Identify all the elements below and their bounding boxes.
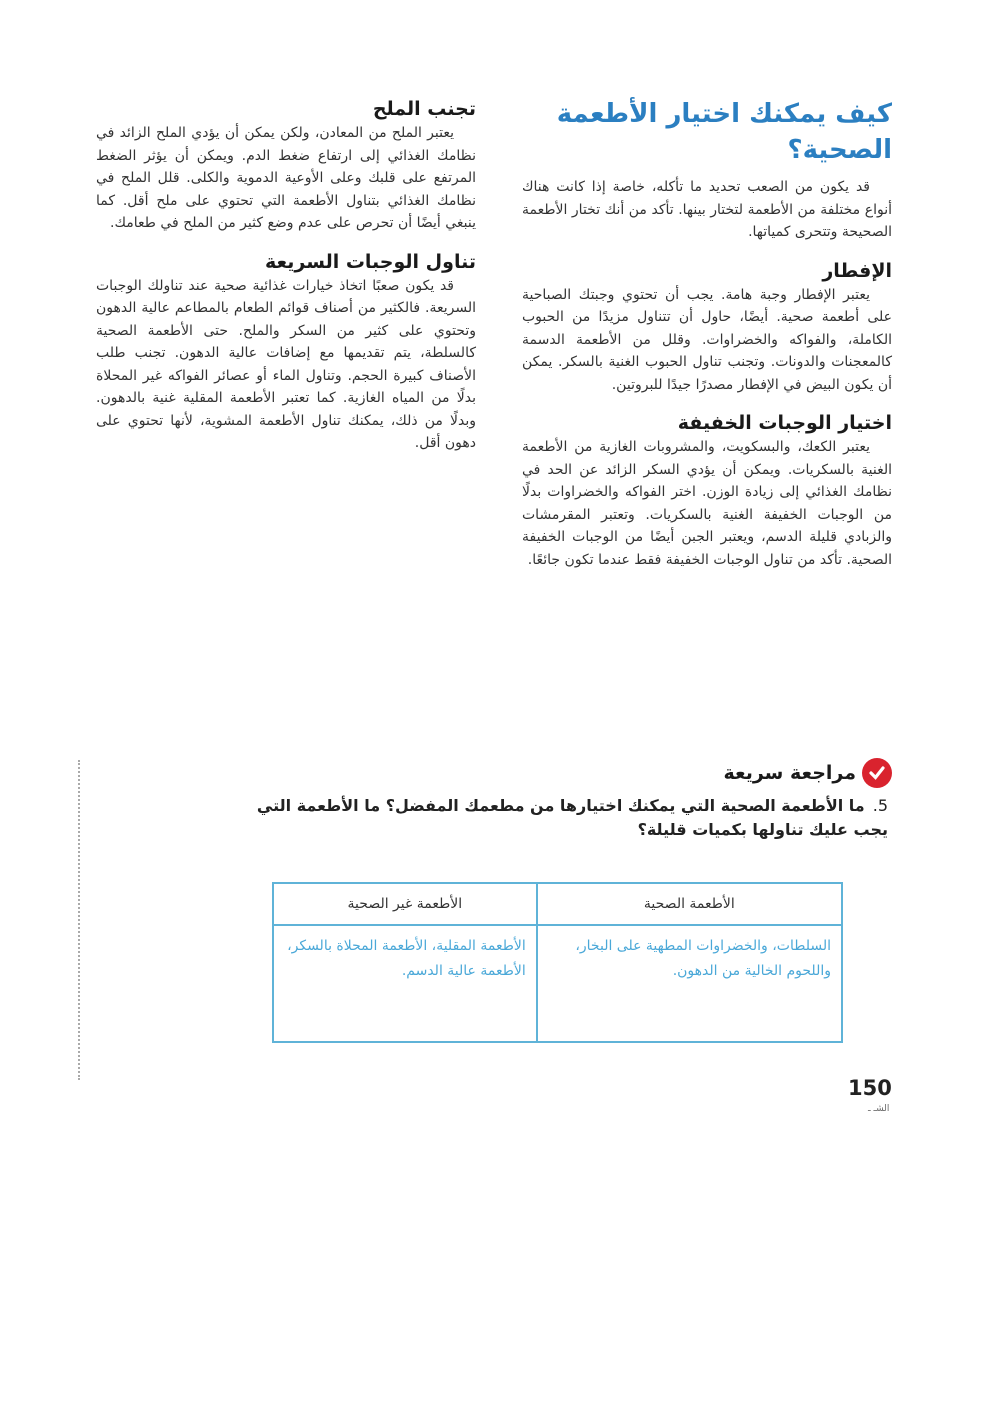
page-number: 150 [848, 1076, 892, 1100]
quick-review-header [250, 758, 892, 788]
breakfast-heading: الإفطار [822, 259, 892, 282]
fastfood-paragraph: قد يكون صعبًا اتخاذ خيارات غذائية صحية عند تناولك الوجبات السريعة. فالكثير من أصناف قوائم الطعام بالمطاعم عالية الدهون وتحتوي على كثير من السكر والملح. حتى الأطعمة الصحية كالسلطة، يتم تقديمها مع إضافات عالية الدهون. تجنب طلب الأصناف كبيرة الحجم. وتناول الماء أو عصائر الفواكه غير المحلاة بدلًا من المياه الغازية. كما تعتبر الأطعمة المقلية غنية بالدهون. وبدلًا من ذلك، يمكنك تناول الأطعمة المشوية، لأنها تحتوي على دهون أقل. [96, 277, 476, 451]
page-footer-label: الشـ ـ [868, 1104, 890, 1114]
review-question [250, 794, 892, 842]
answer-healthy: السلطات، والخضراوات المطهية على البخار، واللحوم الخالية من الدهون. [537, 925, 842, 1042]
salt-paragraph: يعتبر الملح من المعادن، ولكن يمكن أن يؤدي الملح الزائد في نظامك الغذائي إلى ارتفاع ضغط الدم. ويمكن أن يؤثر الضغط المرتفع على قلبك وعلى الأوعية الدموية والكلى. قلل الملح في نظامك الغذائي بتناول الأطعمة التي تحتوي على ملح أقل. كما ينبغي أيضًا أن تحرص على عدم وضع كثير من الملح في طعامك. [96, 125, 476, 231]
header-healthy: الأطعمة الصحية [537, 883, 842, 925]
question-number: 5. [872, 796, 888, 815]
answer-table [272, 882, 843, 1043]
breakfast-paragraph: يعتبر الإفطار وجبة هامة. يجب أن تحتوي وجبتك الصباحية على أطعمة صحية. أيضًا، حاول أن تتناول مزيدًا من الحبوب الكاملة، والفواكه والخضراوات. وقلل من الأطعمة الدسمة كالمعجنات والدونات. وتجنب تناول الحبوب الغنية بالسكر. يمكن أن يكون البيض في الإفطار مصدرًا جيدًا للبروتين. [522, 286, 892, 393]
header-unhealthy: الأطعمة غير الصحية [273, 883, 537, 925]
quick-review-title: مراجعة سريعة [723, 762, 856, 784]
snacks-heading: اختيار الوجبات الخفيفة [677, 412, 892, 434]
fastfood-heading: تناول الوجبات السريعة [265, 250, 476, 273]
margin-marks [78, 760, 80, 1080]
quick-review [250, 758, 892, 842]
question-text: ما الأطعمة الصحية التي يمكنك اختيارها من مطعمك المفضل؟ ما الأطعمة التي يجب عليك تناولها بكميات قليلة؟ [256, 796, 888, 839]
snacks-paragraph: يعتبر الكعك، والبسكويت، والمشروبات الغازية من الأطعمة الغنية بالسكريات. ويمكن أن يؤدي السكر الزائد عن الحد في نظامك الغذائي إلى زيادة الوزن. اختر الفواكه والخضراوات بدلًا من الوجبات الخفيفة الغنية بالسكريات. وتعتبر المقرمشات والزبادي قليلة الدسم، ويعتبر الجبن أيضًا من الوجبات الخفيفة الصحية. تأكد من تناول الوجبات الخفيفة فقط عندما تكون جائعًا. [522, 439, 892, 568]
check-circle-icon [862, 758, 892, 788]
left-column [96, 96, 476, 455]
intro-paragraph: قد يكون من الصعب تحديد ما تأكله، خاصة إذا كانت هناك أنواع مختلفة من الأطعمة لتختار بينها. تأكد من أنك تختار الأطعمة الصحيحة وتتحرى كمياتها. [522, 179, 892, 240]
right-column [522, 96, 892, 571]
section-title: كيف يمكنك اختيار الأطعمة الصحية؟ [556, 99, 892, 165]
salt-heading: تجنب الملح [372, 98, 476, 120]
answer-unhealthy: الأطعمة المقلية، الأطعمة المحلاة بالسكر، الأطعمة عالية الدسم. [273, 925, 537, 1042]
